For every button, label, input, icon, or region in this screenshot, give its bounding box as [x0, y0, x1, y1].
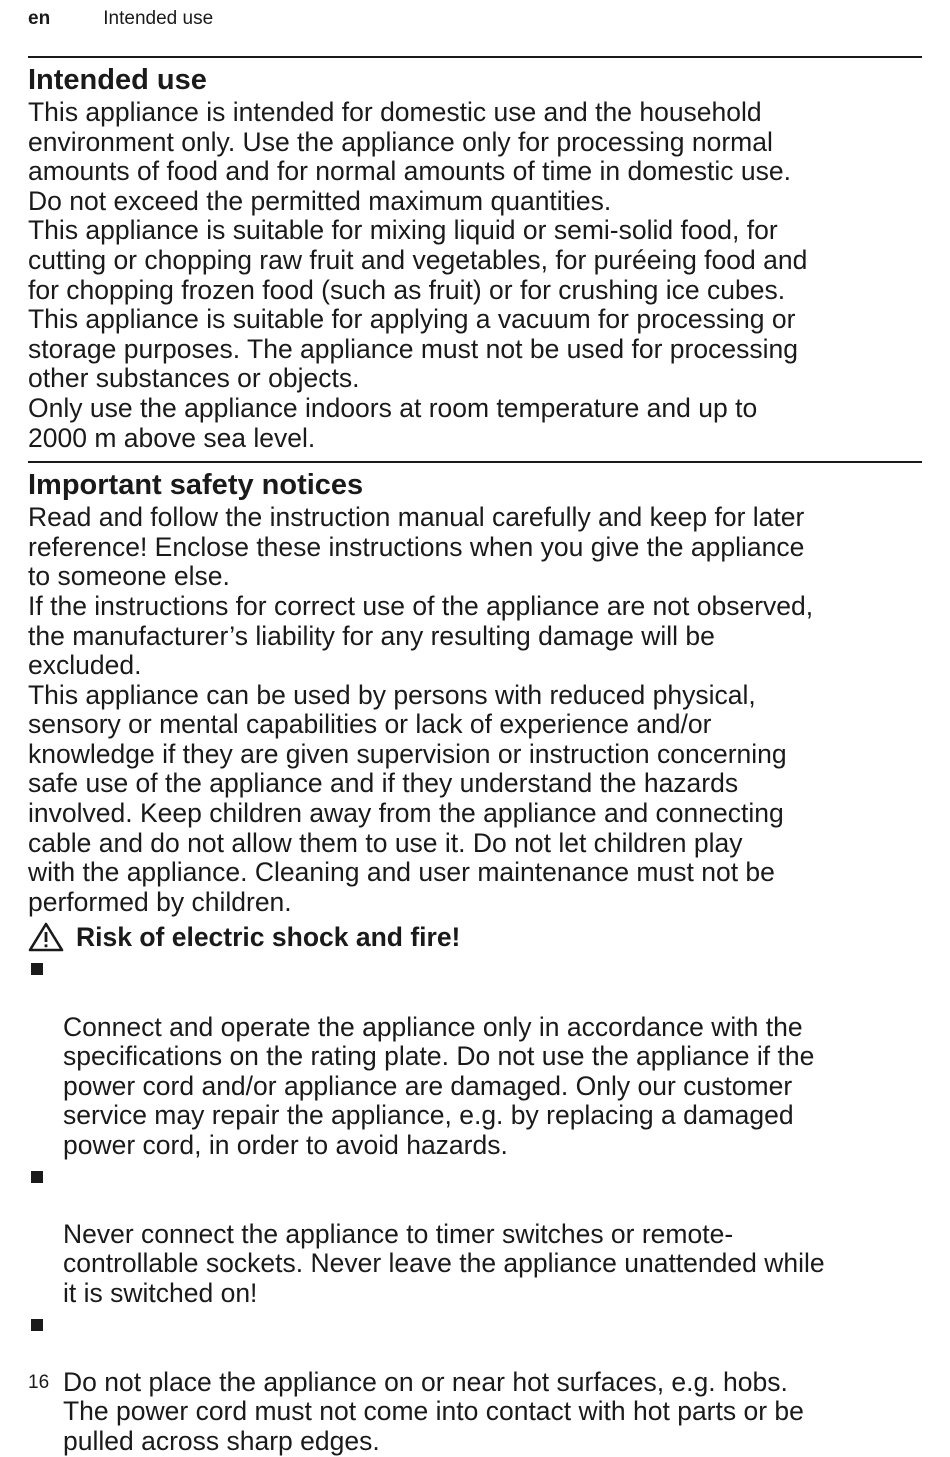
warning-heading: [28, 921, 922, 953]
warning-triangle-icon: [28, 922, 64, 952]
intended-use-section: [28, 62, 922, 453]
page-content: [28, 62, 922, 1457]
intended-use-paragraph: This appliance is suitable for applying a vacuum for processing or storage purposes. The appliance must not be used for processing other substances or objects.: [28, 304, 798, 394]
intended-use-paragraph: Only use the appliance indoors at room temperature and up to 2000 m above sea level.: [28, 392, 758, 453]
running-section-title: Intended use: [103, 8, 214, 29]
safety-section: [28, 467, 922, 1456]
list-item-text: Connect and operate the appliance only in accordance with the specifications on the rating plate. Do not use the appliance if the power cord and/or appliance are damaged. Only our customer service may repair the appliance, e.g. by replacing a damaged power cord, in order to avoid hazards.: [63, 1011, 815, 1160]
list-item-text: Never connect the appliance to timer switches or remote- controllable sockets. Never leave the appliance unattended while it is switched on!: [63, 1218, 825, 1308]
intended-use-heading: Intended use: [28, 64, 207, 96]
language-code: en: [28, 8, 51, 29]
page-header: [28, 6, 922, 56]
list-item-text: Do not place the appliance on or near hot surfaces, e.g. hobs. The power cord must not come into contact with hot parts or be pulled across sharp edges.: [63, 1366, 804, 1456]
list-item: [28, 1161, 922, 1309]
safety-heading: Important safety notices: [28, 469, 364, 502]
section-divider: [28, 461, 922, 463]
list-item: [28, 1309, 922, 1457]
warning-heading-text: Risk of electric shock and fire!: [76, 922, 461, 953]
header-divider: [28, 56, 922, 58]
list-item: [28, 953, 922, 1160]
bullet-square-icon: [31, 963, 43, 975]
page-number: 16: [28, 1372, 50, 1393]
warning-list: [28, 953, 922, 1456]
bullet-square-icon: [31, 1171, 43, 1183]
intended-use-paragraph: This appliance is suitable for mixing liquid or semi-solid food, for cutting or chopping raw fruit and vegetables, for puréeing food and for chopping frozen food (such as fruit) or for crushing ice cubes.: [28, 215, 808, 305]
safety-paragraph: If the instructions for correct use of the appliance are not observed, the manufacturer’s liability for any resulting damage will be excluded.: [28, 590, 814, 681]
bullet-square-icon: [31, 1319, 43, 1331]
safety-paragraph: This appliance can be used by persons with reduced physical, sensory or mental capabilities or lack of experience and/or knowledge if they are given supervision or instruction concerning safe use of the appliance and if they understand the hazards involved. Keep children away from the appliance and connecting cable and do not allow them to use it. Do not let children play with the appliance. Cleaning and user maintenance must not be performed by children.: [28, 679, 787, 917]
safety-paragraph: Read and follow the instruction manual carefully and keep for later reference! Enclose these instructions when you give the appliance to someone else.: [28, 502, 805, 592]
intended-use-paragraph: This appliance is intended for domestic use and the household environment only. Use the appliance only for processing normal amounts of food and for normal amounts of time in domestic use. Do not exceed the permitted maximum quantities.: [28, 97, 792, 216]
